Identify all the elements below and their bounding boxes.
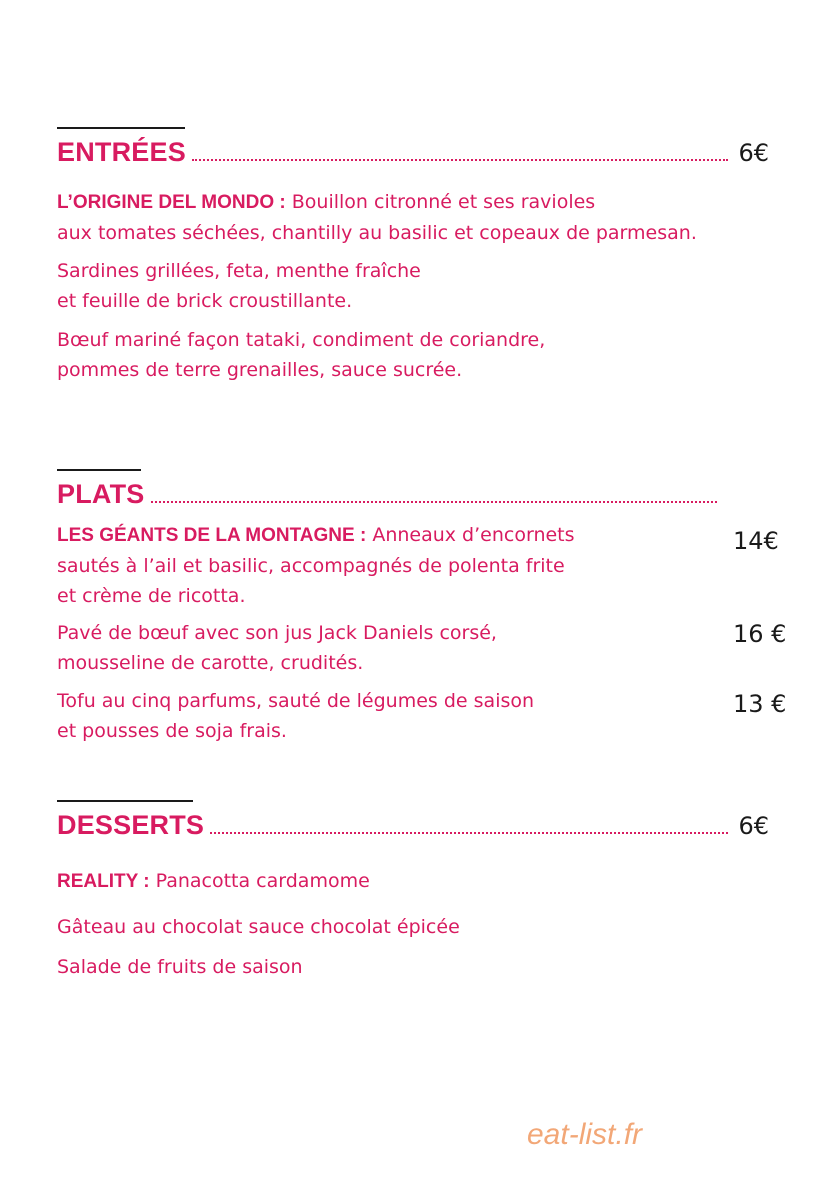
item-desc: Tofu au cinq parfums, sauté de légumes de saison — [57, 690, 535, 712]
watermark: eat-list.fr — [527, 1118, 643, 1151]
menu-item — [57, 686, 717, 746]
section-rule — [57, 800, 193, 802]
menu-item — [57, 952, 717, 982]
menu-item — [57, 520, 717, 611]
desserts-header — [57, 800, 769, 841]
item-desc: Bœuf mariné façon tataki, condiment de coriandre, — [57, 329, 546, 351]
entrees-title: ENTRÉES — [57, 137, 186, 167]
entrees-header — [57, 127, 769, 168]
menu-item — [57, 256, 717, 316]
item-price: 16 € — [733, 620, 787, 648]
item-desc: pommes de terre grenailles, sauce sucrée. — [57, 359, 463, 381]
item-desc: sautés à l’ail et basilic, accompagnés de polenta frite — [57, 555, 565, 577]
leader-dots — [151, 499, 718, 503]
plats-title: PLATS — [57, 479, 145, 509]
item-name: L’ORIGINE DEL MONDO : — [57, 192, 286, 213]
entrees-price: 6€ — [738, 139, 769, 167]
item-desc: Panacotta cardamome — [149, 870, 370, 892]
section-rule — [57, 469, 141, 471]
item-desc: Salade de fruits de saison — [57, 956, 303, 978]
item-desc: Gâteau au chocolat sauce chocolat épicée — [57, 916, 460, 938]
leader-dots — [210, 830, 728, 834]
item-desc: Anneaux d’encornets — [366, 524, 575, 546]
desserts-price: 6€ — [738, 812, 769, 840]
section-rule — [57, 127, 185, 129]
plats-header — [57, 469, 727, 510]
item-desc: et pousses de soja frais. — [57, 720, 287, 742]
item-desc: aux tomates séchées, chantilly au basilic et copeaux de parmesan. — [57, 222, 697, 244]
menu-item — [57, 912, 717, 942]
item-desc: Bouillon citronné et ses ravioles — [285, 191, 596, 213]
item-desc: et feuille de brick croustillante. — [57, 290, 353, 312]
item-desc: Sardines grillées, feta, menthe fraîche — [57, 260, 421, 282]
menu-item — [57, 866, 717, 897]
leader-dots — [192, 157, 729, 161]
item-name: REALITY : — [57, 871, 150, 892]
item-desc: Pavé de bœuf avec son jus Jack Daniels corsé, — [57, 622, 497, 644]
menu-item — [57, 325, 717, 385]
item-price: 13 € — [733, 690, 787, 718]
item-price: 14€ — [733, 527, 779, 555]
item-desc: mousseline de carotte, crudités. — [57, 652, 364, 674]
item-name: LES GÉANTS DE LA MONTAGNE : — [57, 525, 367, 546]
desserts-title: DESSERTS — [57, 810, 205, 840]
menu-item — [57, 187, 717, 248]
item-desc: et crème de ricotta. — [57, 585, 246, 607]
menu-item — [57, 618, 717, 678]
